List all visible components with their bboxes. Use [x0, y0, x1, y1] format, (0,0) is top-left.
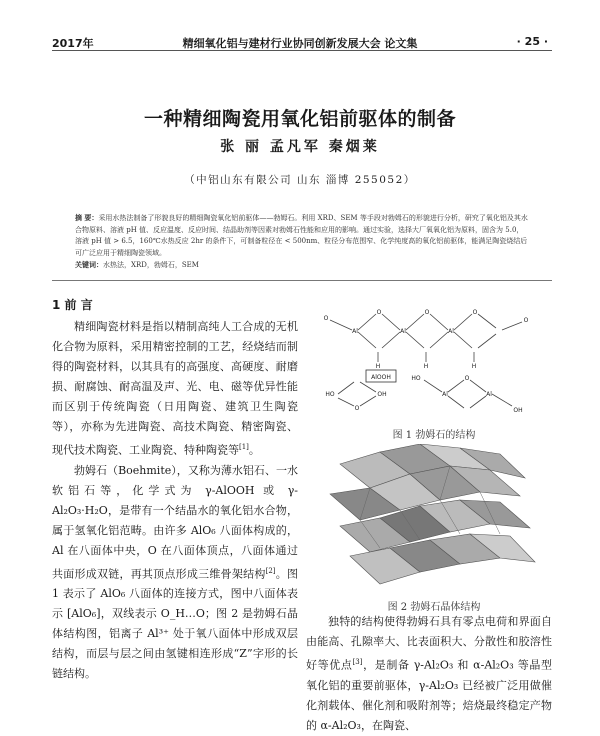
abstract-block	[75, 212, 530, 272]
header-year: 2017年	[52, 37, 94, 50]
atom-label: H	[471, 363, 477, 370]
atom-label: O	[354, 405, 360, 412]
citation-ref-1: [1]	[239, 443, 249, 451]
atom-label: Al	[448, 328, 454, 335]
header-page-number: · 25 ·	[516, 35, 548, 48]
atom-label: Al	[400, 328, 406, 335]
right-para-text: 独特的结构使得勃姆石具有零点电荷和界面自由能高、孔隙率大、比表面积大、分散性和胶溶性好等优点	[306, 615, 552, 672]
citation-ref-3: [3]	[352, 658, 363, 666]
abstract-rule	[52, 280, 552, 281]
atom-label: HO	[325, 391, 335, 398]
figure-2-caption: 图 2 勃姆石晶体结构	[387, 602, 481, 613]
abstract-label: 摘 要：	[75, 213, 99, 222]
atom-label: H	[375, 363, 381, 370]
header-journal: 精细氧化铝与建材行业协同创新发展大会 论文集	[182, 37, 418, 50]
section-heading-intro: 1 前 言	[52, 298, 93, 312]
intro-para2-text-b: 。图 1 表示了 AlO₆ 八面体的连接方式，图中八面体表示 [AlO₆]，双线表示 O_H…O；图 2 是勃姆石晶体结构图，铝离子 Al³⁺ 处于氧八面体中形成双层结构，而层与层之间由氢键相连形成“Z”字形的长链结构。	[52, 567, 298, 681]
atom-label: OH	[377, 391, 387, 398]
intro-paragraph-1	[52, 317, 298, 461]
atom-label: O	[424, 309, 430, 316]
atom-label: HO	[411, 375, 421, 382]
intro-para1-text: 精细陶瓷材料是指以精制高纯人工合成的无机化合物为原料，采用精密控制的工艺，经烧结而制得的陶瓷材料，以其具有的高强度、高硬度、耐磨损、耐腐蚀、耐高温及声、光、电、磁等优异性能而区别于传统陶瓷（日用陶瓷、建筑卫生陶瓷等），亦称为先进陶瓷、高技术陶瓷、精密陶瓷、现代技术陶瓷、工业陶瓷、特种陶瓷等	[52, 320, 298, 457]
abstract-text: 采用水热法制备了形貌良好的精细陶瓷氧化铝前驱体——勃姆石。利用 XRD、SEM 等手段对勃姆石的形貌进行分析，研究了氧化铝及其水合物原料、溶液 pH 值、反应温度、反应时间、结晶助剂等因素对勃姆石性能和应用的影响。通过实验，选择大厂氧氧化铝为原料，固含为 5.0，溶液 pH 值 > 6.5，160℃水热反应 2hr 的条件下，可制备粒径在 < 500nm、粒径分布范围窄、化学纯度高的氧化铝前驱体，能满足陶瓷烧结后可广泛应用于精细陶瓷领域。	[75, 214, 528, 257]
left-column	[52, 317, 298, 684]
right-para-text-b: ，是制备 γ-Al₂O₃ 和 α-Al₂O₃ 等晶型氧化铝的重要前驱体，γ-Al₂O₃ 已经被广泛用做催化剂载体、催化剂和吸附剂等；焙烧最终稳定产物的 α-Al₂O₃，在陶瓷、	[306, 658, 552, 732]
figure-1	[316, 300, 552, 418]
atom-label: O	[472, 309, 478, 316]
atom-label: Al	[486, 391, 492, 398]
atom-label: O	[323, 315, 329, 322]
figure-2	[320, 444, 540, 594]
keywords-text: 水热法，XRD，勃姆石，SEM	[103, 261, 199, 269]
atom-label: O	[464, 375, 470, 382]
atom-label: OH	[513, 407, 523, 414]
paper-title: 一种精细陶瓷用氧化铝前驱体的制备	[143, 108, 456, 130]
header-rule	[52, 50, 552, 51]
atom-label: Al	[352, 328, 358, 335]
right-paragraph	[306, 612, 552, 736]
atom-label: O	[376, 309, 382, 316]
paper-affiliation: （中铝山东有限公司 山东 淄博 255052）	[184, 174, 416, 186]
figure-2-crystal-diagram	[320, 444, 540, 594]
right-column	[306, 612, 552, 736]
keywords-label: 关键词：	[75, 260, 103, 269]
intro-para1-end: 。	[248, 443, 260, 457]
figure-1-label-text: AlOOH	[371, 374, 391, 381]
paper-authors: 张 丽 孟凡军 秦烟莱	[220, 139, 380, 155]
intro-para2-text: 勃姆石（Boehmite），又称为薄水铝石、一水软铝石等，化学式为 γ-AlOOH 或 γ-Al₂O₃·H₂O，是带有一个结晶水的氧化铝水合物，属于氢氧化铝范畴。由许多 AlO₆ 八面体构成的，Al 在八面体中央，O 在八面体顶点，八面体通过共面形成双链，再其顶点形成三维骨架结构	[52, 463, 298, 581]
intro-paragraph-2	[52, 461, 298, 685]
figure-1-diagram	[316, 300, 552, 418]
atom-label: Al	[442, 391, 448, 398]
atom-label: O	[523, 317, 529, 324]
figure-1-caption: 图 1 勃姆石的结构	[392, 430, 476, 441]
citation-ref-2: [2]	[265, 566, 276, 575]
atom-label: H	[423, 363, 429, 370]
